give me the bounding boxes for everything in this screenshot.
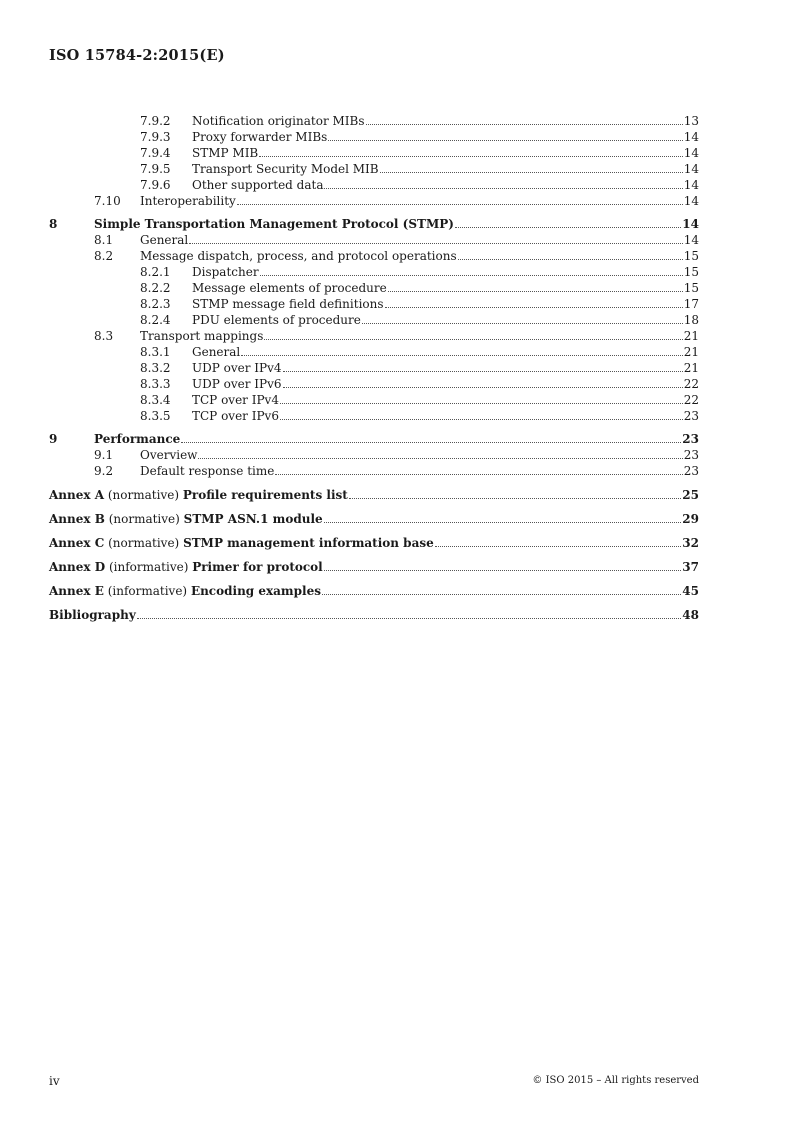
toc-number: 7.9.5 bbox=[140, 162, 171, 176]
toc-number: 7.9.6 bbox=[140, 178, 171, 192]
toc-title: Transport Security Model MIB bbox=[192, 162, 379, 176]
toc-number: 8.1 bbox=[94, 233, 114, 247]
toc-page: 23 bbox=[683, 409, 699, 423]
toc-title: Bibliography bbox=[49, 608, 136, 622]
toc-title: Overview bbox=[140, 448, 198, 462]
toc-page: 48 bbox=[682, 608, 699, 622]
toc-annex-entry[interactable] bbox=[49, 511, 699, 527]
toc-entry[interactable] bbox=[49, 232, 699, 248]
toc-page: 15 bbox=[683, 249, 699, 263]
toc-entry[interactable] bbox=[49, 408, 699, 424]
toc-page: 21 bbox=[683, 345, 699, 359]
toc-entry[interactable] bbox=[49, 280, 699, 296]
annex-label: Annex C bbox=[49, 536, 105, 550]
toc-page: 21 bbox=[683, 329, 699, 343]
page-number: iv bbox=[49, 1074, 60, 1088]
toc-number: 8.3.3 bbox=[140, 377, 171, 391]
toc-entry[interactable] bbox=[49, 447, 699, 463]
toc-page: 23 bbox=[682, 432, 699, 446]
toc-title: Notification originator MIBs bbox=[192, 114, 365, 128]
annex-kind: (informative) bbox=[107, 584, 188, 598]
toc-number: 8.3.2 bbox=[140, 361, 171, 375]
toc-page: 32 bbox=[682, 536, 699, 550]
toc-page: 14 bbox=[683, 130, 699, 144]
toc-entry[interactable] bbox=[49, 177, 699, 193]
toc-title: TCP over IPv6 bbox=[192, 409, 279, 423]
toc-page: 14 bbox=[682, 217, 699, 231]
toc-title: UDP over IPv6 bbox=[192, 377, 282, 391]
toc-number: 8.2.4 bbox=[140, 313, 171, 327]
annex-kind: (informative) bbox=[108, 560, 189, 574]
annex-title: Profile requirements list bbox=[182, 488, 348, 502]
toc-title: Proxy forwarder MIBs bbox=[192, 130, 328, 144]
toc-entry[interactable] bbox=[49, 392, 699, 408]
toc-annex-entry[interactable] bbox=[49, 559, 699, 575]
toc-page: 14 bbox=[683, 233, 699, 247]
toc-page: 23 bbox=[683, 464, 699, 478]
toc-page: 21 bbox=[683, 361, 699, 375]
toc-entry[interactable] bbox=[49, 344, 699, 360]
toc-entry[interactable] bbox=[49, 360, 699, 376]
toc-entry[interactable] bbox=[49, 193, 699, 209]
annex-title: Primer for protocol bbox=[192, 560, 323, 574]
toc-page: 29 bbox=[682, 512, 699, 526]
toc-page: 13 bbox=[683, 114, 699, 128]
toc-page: 25 bbox=[682, 488, 699, 502]
toc-number: 8.3.4 bbox=[140, 393, 171, 407]
toc-entry[interactable] bbox=[49, 264, 699, 280]
toc-page: 23 bbox=[683, 448, 699, 462]
toc-page: 37 bbox=[682, 560, 699, 574]
toc-title: UDP over IPv4 bbox=[192, 361, 282, 375]
annex-kind: (normative) bbox=[107, 488, 180, 502]
annex-title: STMP management information base bbox=[183, 536, 434, 550]
toc-title: Simple Transportation Management Protocol (STMP) bbox=[94, 217, 454, 231]
annex-label: Annex B bbox=[49, 512, 105, 526]
toc-section-entry[interactable] bbox=[49, 431, 699, 447]
toc-entry[interactable] bbox=[49, 129, 699, 145]
toc-title: TCP over IPv4 bbox=[192, 393, 279, 407]
annex-kind: (normative) bbox=[108, 512, 180, 526]
toc-page: 14 bbox=[683, 194, 699, 208]
annex-title: Encoding examples bbox=[190, 584, 321, 598]
toc-title: Dispatcher bbox=[192, 265, 259, 279]
toc-title: PDU elements of procedure bbox=[192, 313, 361, 327]
toc-title: STMP MIB bbox=[192, 146, 259, 160]
toc-entry[interactable] bbox=[49, 376, 699, 392]
toc-page: 17 bbox=[683, 297, 699, 311]
toc-number: 7.10 bbox=[94, 194, 121, 208]
toc-title: Interoperability bbox=[140, 194, 236, 208]
toc-title: Other supported data bbox=[192, 178, 324, 192]
toc-number: 9.2 bbox=[94, 464, 114, 478]
toc-entry[interactable] bbox=[49, 328, 699, 344]
toc-page: 15 bbox=[683, 265, 699, 279]
toc-annex-entry[interactable] bbox=[49, 487, 699, 503]
toc-page: 18 bbox=[683, 313, 699, 327]
table-of-contents bbox=[49, 113, 699, 623]
toc-number: 7.9.3 bbox=[140, 130, 171, 144]
toc-page: 45 bbox=[682, 584, 699, 598]
toc-title: General bbox=[192, 345, 241, 359]
annex-kind: (normative) bbox=[108, 536, 180, 550]
toc-number: 8.2 bbox=[94, 249, 114, 263]
toc-section-entry[interactable] bbox=[49, 216, 699, 232]
annex-label: Annex D bbox=[49, 560, 106, 574]
toc-title: Default response time bbox=[140, 464, 275, 478]
toc-number: 7.9.2 bbox=[140, 114, 171, 128]
toc-title: Message elements of procedure bbox=[192, 281, 387, 295]
toc-number: 7.9.4 bbox=[140, 146, 171, 160]
toc-number: 8 bbox=[49, 217, 58, 231]
toc-entry[interactable] bbox=[49, 145, 699, 161]
toc-number: 8.3.5 bbox=[140, 409, 171, 423]
annex-label: Annex A bbox=[49, 488, 105, 502]
toc-number: 9 bbox=[49, 432, 58, 446]
toc-title: General bbox=[140, 233, 189, 247]
toc-page: 22 bbox=[683, 393, 699, 407]
toc-number: 8.3 bbox=[94, 329, 114, 343]
toc-title: Transport mappings bbox=[140, 329, 264, 343]
copyright-notice: © ISO 2015 – All rights reserved bbox=[532, 1075, 699, 1086]
toc-page: 14 bbox=[683, 178, 699, 192]
toc-entry[interactable] bbox=[49, 113, 699, 129]
toc-number: 8.2.2 bbox=[140, 281, 171, 295]
toc-page: 14 bbox=[683, 146, 699, 160]
toc-bibliography-entry[interactable] bbox=[49, 607, 699, 623]
toc-entry[interactable] bbox=[49, 312, 699, 328]
toc-annex-entry[interactable] bbox=[49, 535, 699, 551]
toc-entry[interactable] bbox=[49, 463, 699, 479]
annex-label: Annex E bbox=[49, 584, 104, 598]
toc-number: 9.1 bbox=[94, 448, 114, 462]
toc-entry[interactable] bbox=[49, 296, 699, 312]
annex-title: STMP ASN.1 module bbox=[183, 512, 323, 526]
toc-number: 8.2.1 bbox=[140, 265, 171, 279]
toc-number: 8.2.3 bbox=[140, 297, 171, 311]
toc-page: 22 bbox=[683, 377, 699, 391]
toc-annex-entry[interactable] bbox=[49, 583, 699, 599]
toc-title: Performance bbox=[94, 432, 181, 446]
toc-number: 8.3.1 bbox=[140, 345, 171, 359]
document-header: ISO 15784-2:2015(E) bbox=[49, 47, 225, 64]
toc-title: STMP message field definitions bbox=[192, 297, 384, 311]
toc-title: Message dispatch, process, and protocol operations bbox=[140, 249, 457, 263]
toc-page: 15 bbox=[683, 281, 699, 295]
toc-page: 14 bbox=[683, 162, 699, 176]
toc-entry[interactable] bbox=[49, 248, 699, 264]
toc-entry[interactable] bbox=[49, 161, 699, 177]
